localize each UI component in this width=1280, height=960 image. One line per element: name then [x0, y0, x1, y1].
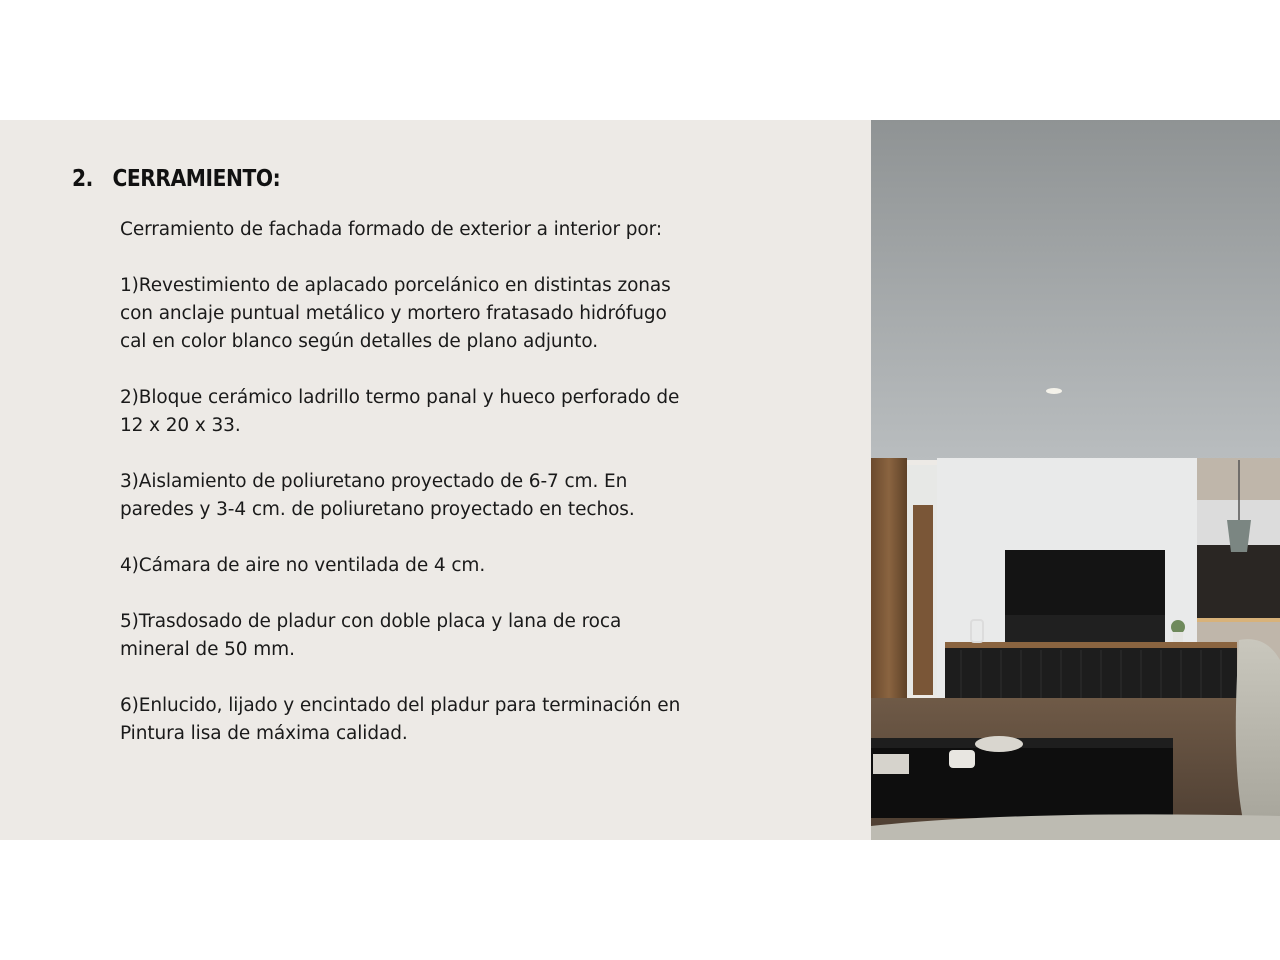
item-4-paragraph: 4)Cámara de aire no ventilada de 4 cm.: [120, 555, 486, 576]
slide: [0, 120, 1280, 840]
item-3-paragraph: 3)Aislamiento de poliuretano proyectado de 6-7 cm. En paredes y 3-4 cm. de poliuretano proyectado en techos.: [120, 471, 635, 520]
item-2-paragraph: 2)Bloque cerámico ladrillo termo panal y hueco perforado de 12 x 20 x 33.: [120, 387, 680, 436]
item-6-paragraph: 6)Enlucido, lijado y encintado del pladur para terminación en Pintura lisa de máxima calidad.: [120, 695, 681, 744]
text-panel: [0, 120, 871, 840]
living-room-illustration: [871, 120, 1280, 840]
tv-reflection: [1005, 615, 1165, 642]
plant: [1171, 620, 1185, 634]
section-number: 2.: [72, 166, 93, 192]
section-body: [120, 216, 740, 776]
ceiling: [871, 120, 1280, 460]
item-5-paragraph: 5)Trasdosado de pladur con doble placa y lana de roca mineral de 50 mm.: [120, 611, 622, 660]
kitchen-backsplash: [1197, 545, 1280, 620]
section-title: CERRAMIENTO:: [112, 166, 281, 192]
item-1-paragraph: 1)Revestimiento de aplacado porcelánico en distintas zonas con anclaje puntual metálico y mortero fratasado hidrófugo cal en color blanco según detalles de plano adjunto.: [120, 275, 671, 352]
hallway-door: [913, 505, 933, 695]
sideboard: [945, 648, 1237, 700]
coffee-table: [871, 738, 1173, 818]
kitchen-led-strip: [1197, 618, 1280, 622]
interior-photo: [871, 120, 1280, 840]
plant-pot: [1173, 632, 1183, 642]
decor-bowl: [975, 736, 1023, 752]
pendant-lamp: [1227, 520, 1251, 552]
decor-object: [949, 750, 975, 768]
armchair: [1236, 639, 1280, 820]
intro-paragraph: Cerramiento de fachada formado de exterior a interior por:: [120, 219, 662, 240]
books: [873, 754, 909, 774]
ceiling-downlight: [1046, 388, 1062, 394]
sideboard-top: [945, 642, 1237, 648]
section-heading: [72, 166, 280, 192]
